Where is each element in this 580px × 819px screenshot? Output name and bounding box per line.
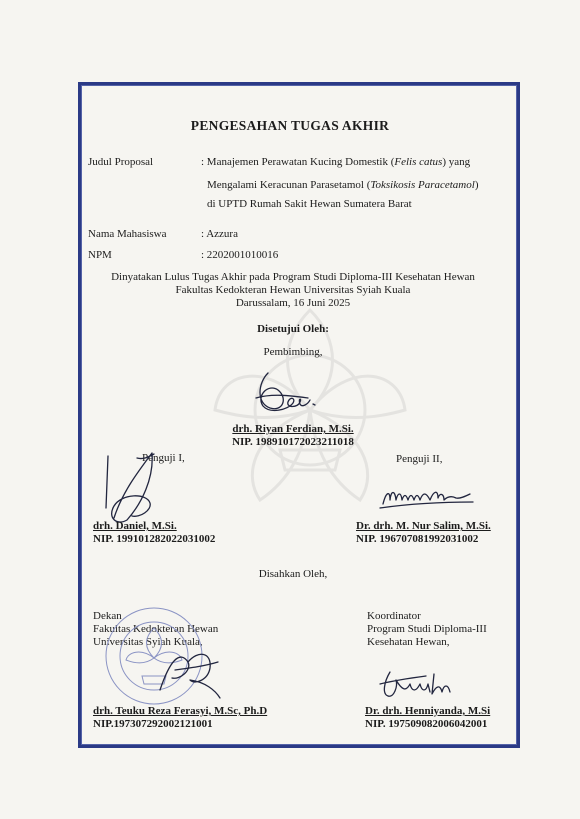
dekan-nip: NIP.197307292002121001 xyxy=(93,718,213,730)
judul-line-2: Mengalami Keracunan Parasetamol (Toksikosis Paracetamol) xyxy=(207,179,479,191)
nama-value: : Azzura xyxy=(201,228,238,240)
dekan-faculty: Fakultas Kedokteran Hewan xyxy=(93,623,219,635)
penguji1-role: Penguji I, xyxy=(142,452,185,464)
statement-line-1: Dinyatakan Lulus Tugas Akhir pada Program Studi Diploma-III Kesehatan Hewan xyxy=(111,271,475,283)
npm-value: : 2202001010016 xyxy=(201,249,279,261)
dekan-university: Universitas Syiah Kuala, xyxy=(93,636,203,648)
judul-line-1: : Manajemen Perawatan Kucing Domestik (Felis catus) yang xyxy=(201,156,471,168)
penguji1-signature xyxy=(92,448,182,528)
dekan-signature xyxy=(150,640,230,702)
npm-label: NPM xyxy=(88,249,112,261)
statement-date: Darussalam, 16 Juni 2025 xyxy=(235,297,351,309)
koordinator-signature xyxy=(376,662,466,702)
penguji1-name: drh. Daniel, M.Si. xyxy=(93,520,177,532)
penguji2-name: Dr. drh. M. Nur Salim, M.Si. xyxy=(356,520,491,532)
approval-heading: Disetujui Oleh: xyxy=(257,323,329,335)
pembimbing-role: Pembimbing, xyxy=(263,346,323,358)
statement-line-2: Fakultas Kedokteran Hewan Universitas Syiah Kuala xyxy=(175,284,411,296)
dekan-name: drh. Teuku Reza Ferasyi, M.Sc, Ph.D xyxy=(93,705,268,717)
pembimbing-signature xyxy=(248,368,328,418)
judul-line-3: di UPTD Rumah Sakit Hewan Sumatera Barat xyxy=(207,198,412,210)
ratification-heading: Disahkan Oleh, xyxy=(258,568,328,580)
penguji2-nip: NIP. 196707081992031002 xyxy=(356,533,479,545)
judul-label: Judul Proposal xyxy=(88,156,154,168)
koordinator-nip: NIP. 197509082006042001 xyxy=(365,718,488,730)
koordinator-name: Dr. drh. Henniyanda, M.Si xyxy=(365,705,491,717)
koordinator-dept: Kesehatan Hewan, xyxy=(367,636,450,648)
koordinator-program: Program Studi Diploma-III xyxy=(367,623,487,635)
pembimbing-nip: NIP. 198910172023211018 xyxy=(232,436,354,448)
nama-label: Nama Mahasiswa xyxy=(88,228,167,240)
document-title: PENGESAHAN TUGAS AKHIR xyxy=(190,118,390,133)
penguji1-nip: NIP. 199101282022031002 xyxy=(93,533,216,545)
pembimbing-name: drh. Riyan Ferdian, M.Si. xyxy=(232,423,354,435)
penguji2-signature xyxy=(378,482,478,512)
koordinator-title: Koordinator xyxy=(367,610,421,622)
penguji2-role: Penguji II, xyxy=(396,453,443,465)
dekan-title: Dekan xyxy=(93,610,122,622)
